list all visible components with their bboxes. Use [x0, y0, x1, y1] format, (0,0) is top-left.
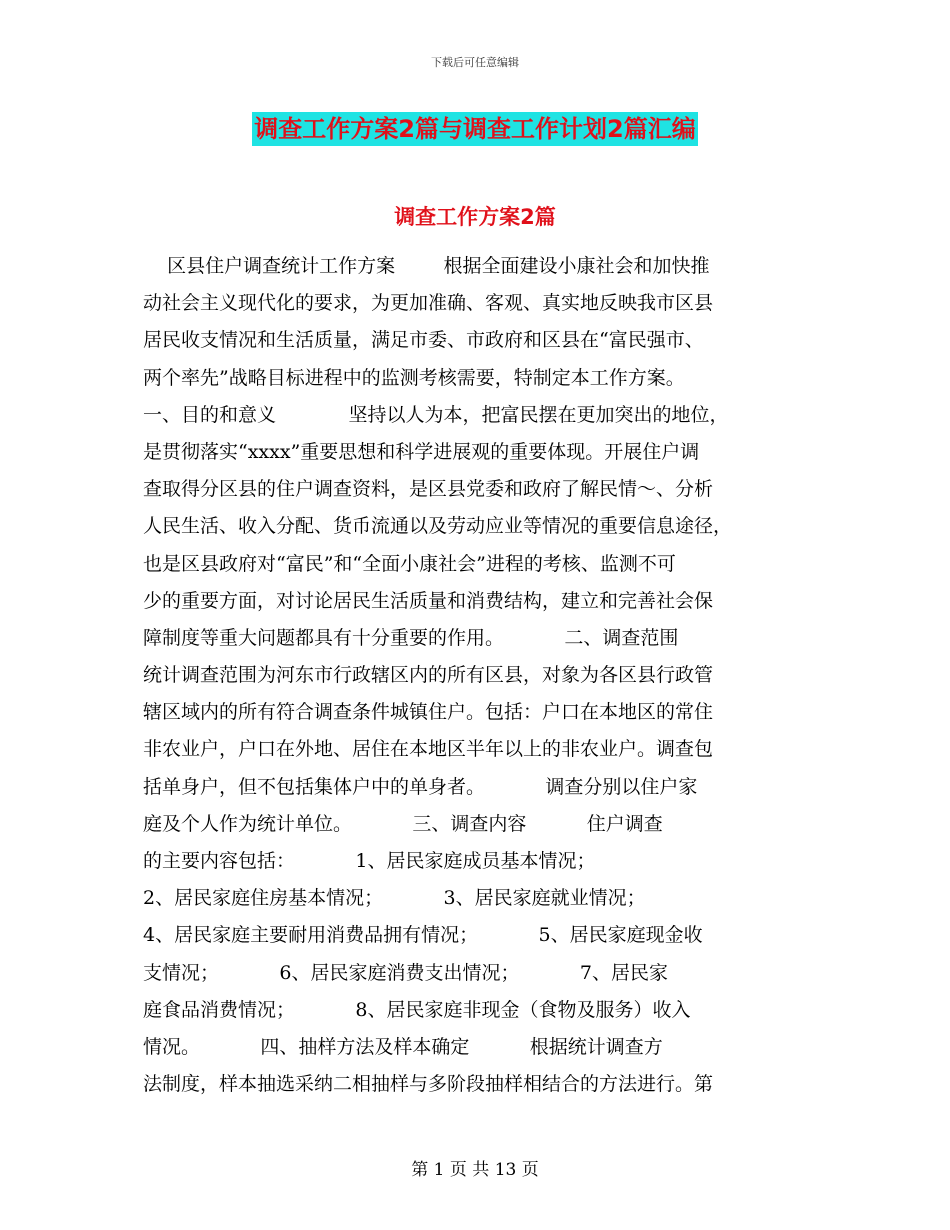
body-line: 两个率先”战略目标进程中的监测考核需要，特制定本工作方案。: [143, 366, 685, 389]
body-line: 括单身户，但不包括集体户中的单身者。 调查分别以住户家: [143, 775, 698, 798]
body-line: 查取得分区县的住户调查资料，是区县党委和政府了解民情～、分析: [143, 478, 714, 501]
body-line: 庭食品消费情况； 8、居民家庭非现金（食物及服务）收入: [143, 998, 691, 1021]
body-line: 统计调查范围为河东市行政辖区内的所有区县，对象为各区县行政管: [143, 664, 714, 687]
body-line: 居民收支情况和生活质量，满足市委、市政府和区县在“富民强市、: [143, 329, 704, 352]
document-main-title: 调查工作方案2篇与调查工作计划2篇汇编: [252, 112, 697, 146]
body-line: 也是区县政府对“富民”和“全面小康社会”进程的考核、监测不可: [143, 552, 676, 575]
body-line: 法制度，样本抽选采纳二相抽样与多阶段抽样相结合的方法进行。第: [143, 1073, 714, 1096]
body-line: 人民生活、收入分配、货币流通以及劳动应业等情况的重要信息途径，: [143, 515, 733, 538]
body-line: 情况。 四、抽样方法及样本确定 根据统计调查方: [143, 1035, 663, 1058]
body-line: 庭及个人作为统计单位。 三、调查内容 住户调查: [143, 812, 663, 835]
body-line: 区县住户调查统计工作方案 根据全面建设小康社会和加快推: [143, 255, 710, 277]
main-title-container: [0, 112, 950, 146]
body-line: 少的重要方面，对讨论居民生活质量和消费结构，建立和完善社会保: [143, 589, 714, 612]
body-line: 2、居民家庭住房基本情况； 3、居民家庭就业情况；: [143, 887, 646, 910]
body-line: 是贯彻落实“xxxx”重要思想和科学进展观的重要体现。开展住户调: [143, 440, 700, 463]
document-body: [143, 248, 808, 1103]
page-header-note: 下载后可任意编辑: [431, 56, 519, 69]
body-line: 一、目的和意义 坚持以人为本，把富民摆在更加突出的地位，: [143, 403, 729, 426]
body-line: 非农业户，户口在外地、居住在本地区半年以上的非农业户。调查包: [143, 738, 714, 761]
body-line: 障制度等重大问题都具有十分重要的作用。 二、调查范围: [143, 626, 679, 649]
section-title: 调查工作方案2篇: [394, 205, 556, 229]
body-line: 的主要内容包括： 1、居民家庭成员基本情况；: [143, 850, 596, 872]
body-line: 辖区域内的所有符合调查条件城镇住户。包括：户口在本地区的常住: [143, 701, 714, 724]
body-line: 4、居民家庭主要耐用消费品拥有情况； 5、居民家庭现金收: [143, 924, 703, 947]
body-line: 动社会主义现代化的要求，为更加准确、客观、真实地反映我市区县: [143, 292, 714, 315]
page-footer: 第 1 页 共 13 页: [411, 1160, 539, 1180]
body-line: 支情况； 6、居民家庭消费支出情况； 7、居民家: [143, 961, 668, 984]
